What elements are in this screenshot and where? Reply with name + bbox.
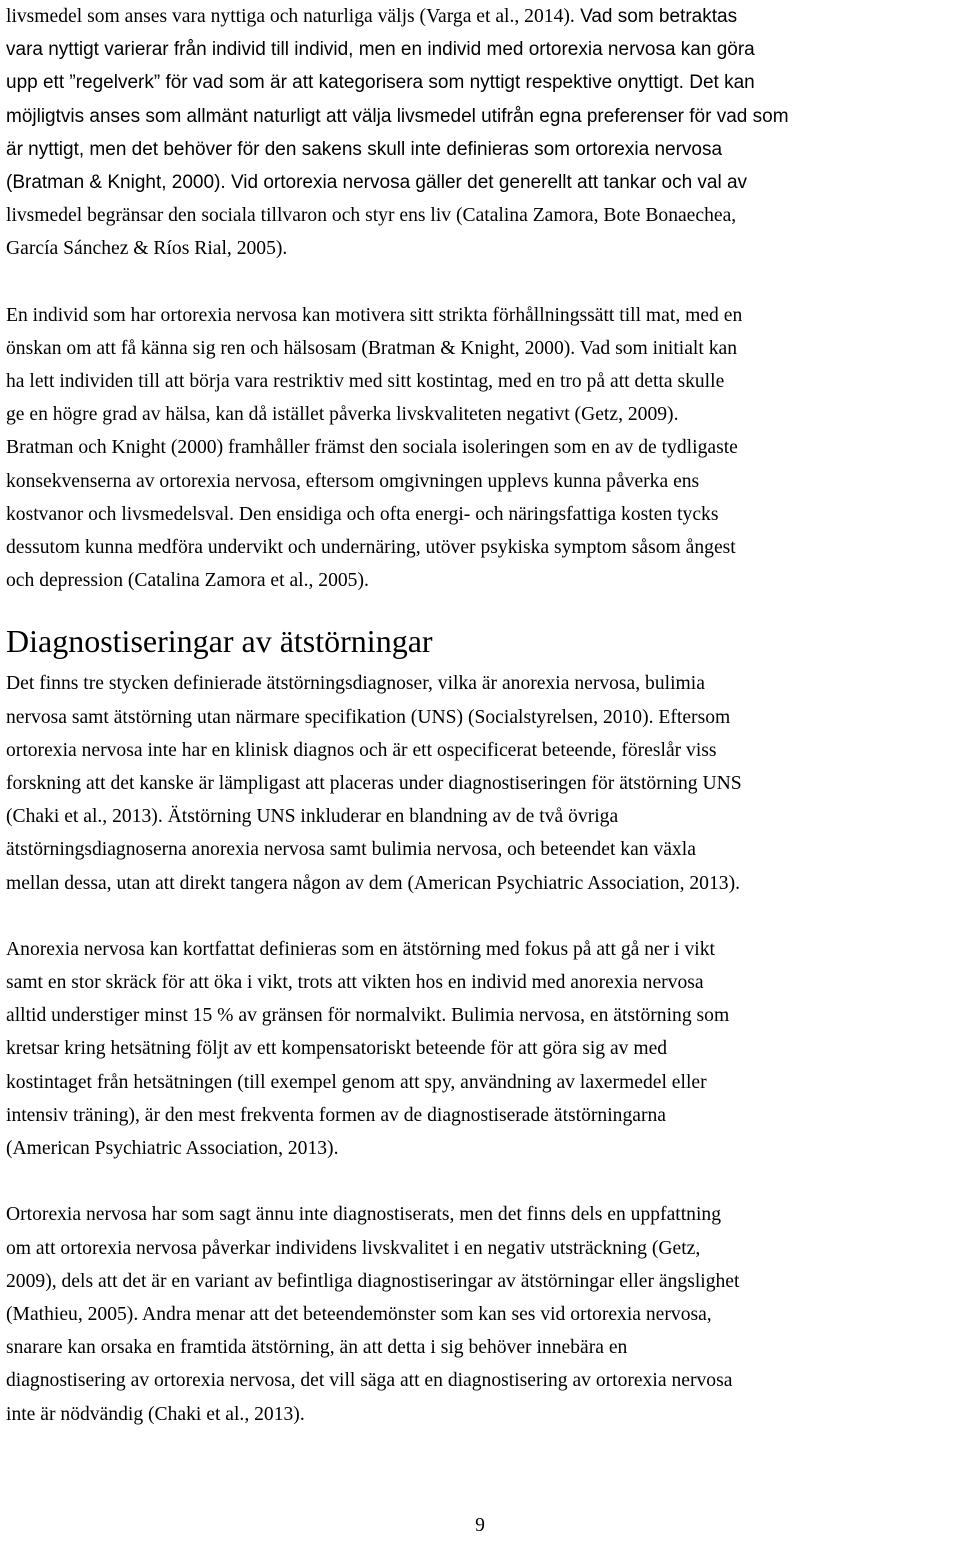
text-line: kretsar kring hetsätning följt av ett kompensatoriskt beteende för att göra sig av med bbox=[6, 1038, 668, 1060]
text-line: En individ som har ortorexia nervosa kan motivera sitt strikta förhållningssätt till mat, med en bbox=[6, 304, 743, 326]
paragraph-5 bbox=[6, 1198, 956, 1430]
paragraph-1 bbox=[6, 0, 956, 266]
text-line: García Sánchez & Ríos Rial, 2005). bbox=[6, 238, 288, 260]
document-page bbox=[6, 0, 956, 1431]
text-line: kostintaget från hetsätningen (till exempel genom att spy, användning av laxermedel eller bbox=[6, 1071, 707, 1093]
text-line: intensiv träning), är den mest frekventa formen av de diagnostiserade ätstörningarna bbox=[6, 1104, 666, 1126]
page-number: 9 bbox=[475, 1515, 485, 1536]
text-line: upp ett ”regelverk” för vad som är att kategorisera som nyttigt respektive onyttigt. Det kan bbox=[6, 72, 755, 94]
text-line: kostvanor och livsmedelsval. Den ensidiga och ofta energi- och näringsfattiga kosten tycks bbox=[6, 503, 719, 525]
text-line: ge en högre grad av hälsa, kan då istället påverka livskvaliteten negativt (Getz, 2009). bbox=[6, 404, 679, 426]
paragraph-gap bbox=[6, 1165, 956, 1198]
section-heading: Diagnostiseringar av ätstörningar bbox=[6, 623, 433, 660]
paragraph-gap bbox=[6, 900, 956, 933]
paragraph-4 bbox=[6, 933, 956, 1165]
text-line: diagnostisering av ortorexia nervosa, det vill säga att en diagnostisering av ortorexia nervosa bbox=[6, 1370, 733, 1392]
text-line bbox=[6, 0, 956, 33]
paragraph-gap bbox=[6, 266, 956, 299]
text-fragment: Vad som betraktas bbox=[574, 6, 738, 27]
text-line: konsekvenserna av ortorexia nervosa, eftersom omgivningen upplevs kunna påverka ens bbox=[6, 470, 700, 492]
text-line: Bratman och Knight (2000) framhåller främst den sociala isoleringen som en av de tydligaste bbox=[6, 437, 738, 459]
text-line: möjligtvis anses som allmänt naturligt att välja livsmedel utifrån egna preferenser för vad som bbox=[6, 105, 789, 127]
text-line: Anorexia nervosa kan kortfattat definieras som en ätstörning med fokus på att gå ner i vikt bbox=[6, 938, 715, 960]
text-line: livsmedel begränsar den sociala tillvaron och styr ens liv (Catalina Zamora, Bote Bonaechea, bbox=[6, 205, 737, 227]
text-line: ortorexia nervosa inte har en klinisk diagnos och är ett ospecificerat beteende, föreslår viss bbox=[6, 739, 717, 761]
text-line: ätstörningsdiagnoserna anorexia nervosa samt bulimia nervosa, och beteendet kan växla bbox=[6, 839, 696, 861]
text-line: och depression (Catalina Zamora et al., 2005). bbox=[6, 570, 369, 592]
text-line: (Mathieu, 2005). Andra menar att det beteendemönster som kan ses vid ortorexia nervosa, bbox=[6, 1303, 712, 1325]
text-line: är nyttigt, men det behöver för den sakens skull inte definieras som ortorexia nervosa bbox=[6, 138, 723, 160]
text-line: Det finns tre stycken definierade ätstörningsdiagnoser, vilka är anorexia nervosa, bulimia bbox=[6, 673, 705, 695]
text-line: (American Psychiatric Association, 2013). bbox=[6, 1138, 339, 1160]
text-line: alltid understiger minst 15 % av gränsen för normalvikt. Bulimia nervosa, en ätstörning som bbox=[6, 1005, 730, 1027]
text-line: (Bratman & Knight, 2000). Vid ortorexia nervosa gäller det generellt att tankar och val av bbox=[6, 172, 748, 194]
text-line: ha lett individen till att börja vara restriktiv med sitt kostintag, med en tro på att detta skulle bbox=[6, 371, 725, 393]
text-line: vara nyttigt varierar från individ till individ, men en individ med ortorexia nervosa kan göra bbox=[6, 39, 755, 61]
text-line: Ortorexia nervosa har som sagt ännu inte diagnostiserats, men det finns dels en uppfattning bbox=[6, 1204, 721, 1226]
text-line: snarare kan orsaka en framtida ätstörning, än att detta i sig behöver innebära en bbox=[6, 1337, 628, 1359]
text-line: önskan om att få känna sig ren och hälsosam (Bratman & Knight, 2000). Vad som initialt kan bbox=[6, 337, 738, 359]
text-line: inte är nödvändig (Chaki et al., 2013). bbox=[6, 1403, 305, 1425]
text-fragment: livsmedel som anses vara nyttiga och naturliga väljs (Varga et al., 2014). bbox=[6, 6, 575, 27]
text-line: samt en stor skräck för att öka i vikt, trots att vikten hos en individ med anorexia nervosa bbox=[6, 972, 704, 994]
text-line: (Chaki et al., 2013). Ätstörning UNS inkluderar en blandning av de två övriga bbox=[6, 806, 619, 828]
text-line: dessutom kunna medföra undervikt och undernäring, utöver psykiska symptom såsom ångest bbox=[6, 537, 736, 559]
text-line: mellan dessa, utan att direkt tangera någon av dem (American Psychiatric Association, 2013). bbox=[6, 872, 740, 894]
text-line: nervosa samt ätstörning utan närmare specifikation (UNS) (Socialstyrelsen, 2010). Eftersom bbox=[6, 706, 731, 728]
text-line: forskning att det kanske är lämpligast att placeras under diagnostiseringen för ätstörning UNS bbox=[6, 773, 742, 795]
paragraph-3 bbox=[6, 667, 956, 899]
text-line: om att ortorexia nervosa påverkar individens livskvalitet i en negativ utsträckning (Getz, bbox=[6, 1237, 701, 1259]
paragraph-2 bbox=[6, 299, 956, 598]
text-line: 2009), dels att det är en variant av befintliga diagnostiseringar av ätstörningar eller ängslighet bbox=[6, 1270, 740, 1292]
